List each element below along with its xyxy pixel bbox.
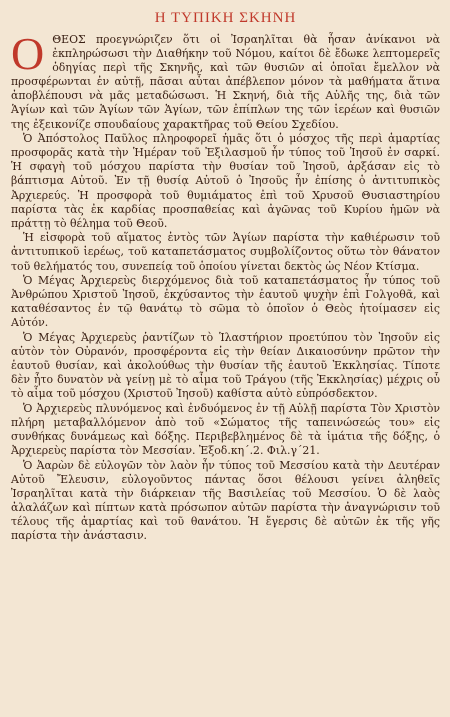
paragraph-4: Ὁ Μέγας Ἀρχιερεὺς διερχόμενος διὰ τοῦ καταπετάσματος ἦν τύπος τοῦ Ἀνθρώπου Χριστοῦ Ἰησοῦ, ἐκχύσαντος τὴν ἑαυτοῦ ψυχὴν ἐπὶ Γολγοθᾶ, καὶ καταθέσαντος ἐν τῷ θανάτῳ τὸ σῶμα τὸ ὁποῖον ὁ Θεὸς ἡτοίμασεν εἰς Αὐτόν. <box>11 274 440 330</box>
paragraph-1-text: ΘΕΟΣ προεγνώριζεν ὅτι οἱ Ἰσραηλῖται θὰ ἦσαν ἀνίκανοι νὰ ἐκπληρώσωσι τὴν Διαθήκην τοῦ Νόμου, καίτοι δὲ ἔδωκε λεπτομερεῖς ὁδηγίας περὶ τῆς Σκηνῆς, καὶ τῶν θυσιῶν αἱ ὁποῖαι ἔμελλον νὰ προσφέρωνται ἐν αὐτῇ, πᾶσαι αὗται ἀπέβλεπον μόνον τὰ μαθήματα ἅτινα ἀποβλέπουσι νὰ μᾶς μεταδώσωσι. Ἡ Σκηνή, διὰ τῆς Αὐλῆς της, διὰ τῶν Ἁγίων καὶ τῶν Ἁγίων τῶν Ἁγίων, τῶν ἐπίπλων της τῶν ἱερέων καὶ θυσιῶν της ἐξεικονίζε σπουδαίους χαρακτῆρας τοῦ Θείου Σχεδίου. <box>11 33 440 131</box>
paragraph-1 <box>11 28 440 132</box>
paragraph-7: Ὁ Ἀαρὼν δὲ εὐλογῶν τὸν λαὸν ἦν τύπος τοῦ Μεσσίου κατὰ τὴν Δευτέραν Αὐτοῦ Ἔλευσιν, εὐλογοῦντος πάντας ὅσοι θέλουσι γείνει ἀληθεῖς Ἰσραηλῖται κατὰ τὴν διάρκειαν τῆς Βασιλείας τοῦ Μεσσίου. Ὁ δὲ λαὸς ἀλαλάζων καὶ πίπτων κατὰ πρόσωπον αὐτῶν παρίστα τὴν ἀναγνώρισιν τοῦ τέλους τῆς ἁμαρτίας καὶ τοῦ θανάτου. Ἡ ἔγερσις δὲ αὐτῶν ἐκ τῆς γῆς παρίστα τὴν ἀνάστασιν. <box>11 458 440 543</box>
page-title: Η ΤΥΠΙΚΗ ΣΚΗΝΗ <box>154 10 297 26</box>
drop-cap-letter: Ο <box>11 28 45 79</box>
paragraph-3: Ἡ εἰσφορὰ τοῦ αἵματος ἐντὸς τῶν Ἁγίων παρίστα τὴν καθιέρωσιν τοῦ ἀντιτυπικοῦ ἱερέως, τοῦ καταπετάσματος συμβολίζοντος οὕτω τὸν θάνατον τοῦ θελήματός του, συνεπείᾳ τοῦ ὁποίου γίνεται δεκτὸς ὡς Νέον Κτίσμα. <box>11 231 440 273</box>
paragraph-2: Ὁ Ἀπόστολος Παῦλος πληροφορεῖ ἡμᾶς ὅτι ὁ μόσχος τῆς περὶ ἁμαρτίας προσφορᾶς κατὰ τὴν Ἡμέραν τοῦ Ἐξιλασμοῦ ἦν τύπος τοῦ Ἰησοῦ ἐν σαρκί. Ἡ σφαγὴ τοῦ μόσχου παρίστα τὴν θυσίαν τοῦ Ἰησοῦ, ἀρξάσαν εἰς τὸ βάπτισμα Αὐτοῦ. Ἐν τῇ θυσίᾳ Αὐτοῦ ὁ Ἰησοῦς ἦν ἐπίσης ὁ ἀντιτυπικὸς Ἀρχιερεύς. Ἡ προσφορὰ τοῦ θυμιάματος ἐπὶ τοῦ Χρυσοῦ Θυσιαστηρίου παρίστα τὰς ἐκ καρδίας προσπαθείας καὶ ἀγῶνας τοῦ Κυρίου ἡμῶν νὰ πράττῃ τὸ θέλημα τοῦ Θεοῦ. <box>11 132 440 230</box>
paragraph-6: Ὁ Ἀρχιερεὺς πλυνόμενος καὶ ἐνδυόμενος ἐν τῇ Αὐλῇ παρίστα Τὸν Χριστὸν πλήρη μεταβαλλόμενον ἀπὸ τοῦ «Σώματος τῆς ταπεινώσεώς του» εἰς συνθήκας δυνάμεως καὶ δόξης. Περιβεβλημένος δὲ τὰ ἱμάτια τῆς δόξης, ὁ Ἀρχιερεὺς παρίστα τὸν Μεσσίαν. Ἐξοδ.κη΄.2. Φιλ.γ΄21. <box>11 401 440 458</box>
paragraph-5: Ὁ Μέγας Ἀρχιερεὺς ῥαντίζων τὸ Ἱλαστήριον προετύπου τὸν Ἰησοῦν εἰς αὐτὸν τὸν Οὐρανόν, προσφέροντα εἰς τὴν θείαν Δικαιοσύνην πρῶτον τὴν ἑαυτοῦ θυσίαν, καὶ ἀκολούθως τὴν θυσίαν τῆς ἑαυτοῦ Ἐκκλησίας. Τίποτε δὲν ἦτο δυνατὸν νὰ γείνῃ μὲ τὸ αἷμα τοῦ Τράγου (τῆς Ἐκκλησίας) μέχρις οὗ τὸ αἷμα τοῦ μόσχου (Χριστοῦ Ἰησοῦ) καθίστα αὐτὸ εὐπρόσδεκτον. <box>11 330 440 401</box>
